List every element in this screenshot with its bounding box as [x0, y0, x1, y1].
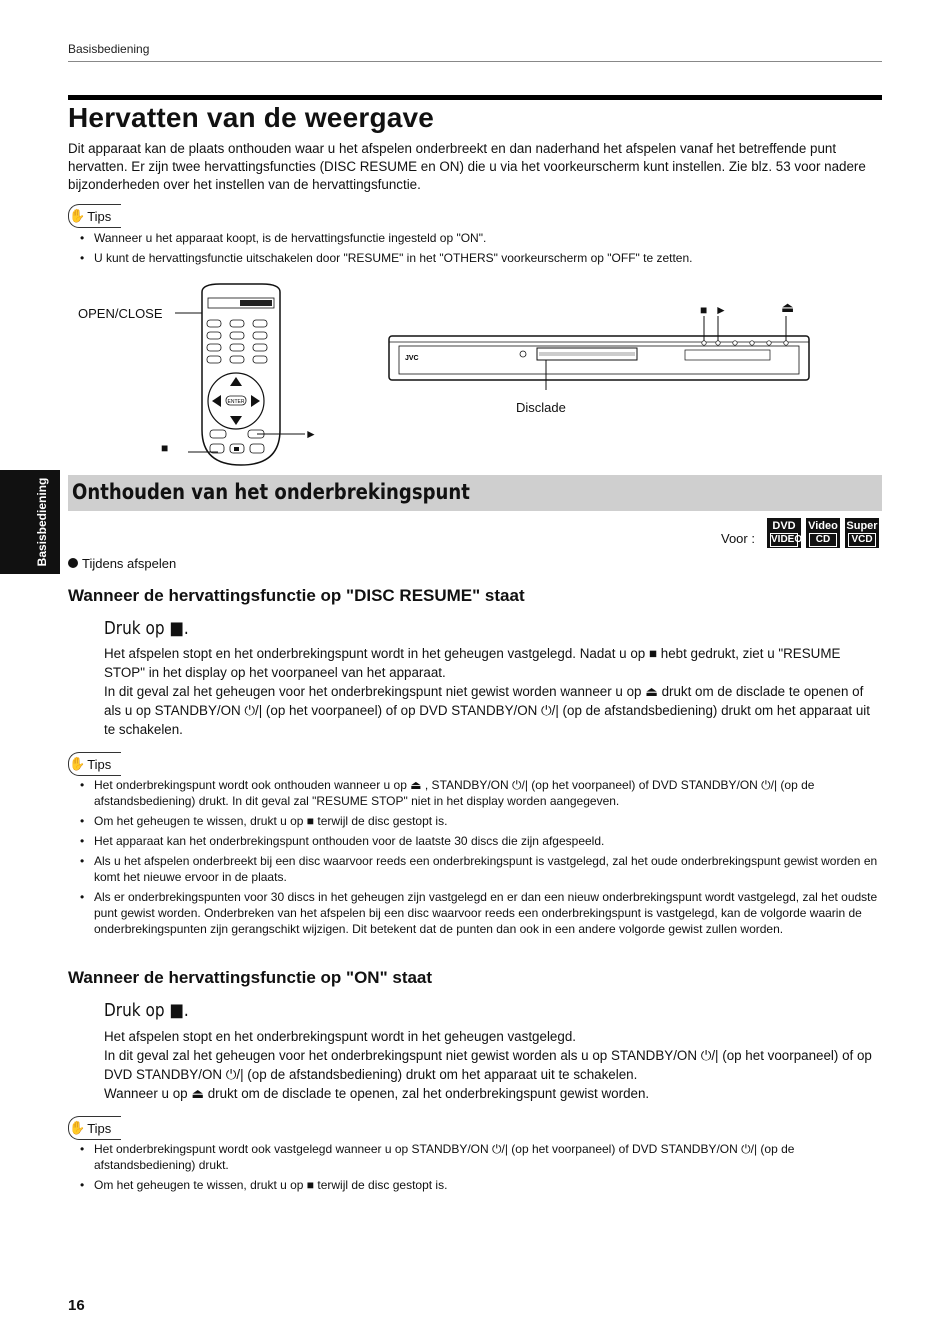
- brand-label: JVC: [405, 355, 419, 362]
- tips-list-3: [68, 1141, 882, 1197]
- remote-control-illustration: [150, 280, 330, 470]
- play-icon: ►: [305, 427, 317, 441]
- disc-resume-step: Druk op ■.: [104, 618, 189, 639]
- list-item: • Het apparaat kan het onderbrekingspunt onthouden voor de laatste 30 discs die zijn afgespeeld.: [68, 833, 882, 849]
- list-item: • Wanneer u het apparaat koopt, is de hervattingsfunctie ingesteld op "ON".: [68, 230, 882, 246]
- super-vcd-badge: Super VCD: [845, 518, 879, 548]
- tips-list-2: [68, 777, 882, 941]
- hand-icon: ✋: [69, 208, 86, 223]
- on-mode-para-1: Het afspelen stopt en het onderbrekingspunt wordt in het geheugen vastgelegd.: [104, 1029, 576, 1044]
- hand-icon: ✋: [69, 1120, 86, 1135]
- title-bar: [68, 95, 882, 100]
- running-head: Basisbediening: [68, 42, 150, 56]
- disclade-label: Disclade: [516, 400, 566, 415]
- tips-badge-2: ✋ Tips: [68, 752, 121, 776]
- tips-badge-3: ✋ Tips: [68, 1116, 121, 1140]
- list-item: • Om het geheugen te wissen, drukt u op ■ terwijl de disc gestopt is.: [68, 1177, 882, 1193]
- during-playback-label: Tijdens afspelen: [82, 556, 177, 571]
- section-title: Onthouden van het onderbrekingspunt: [72, 480, 470, 504]
- eject-icon: ⏏: [781, 300, 795, 316]
- hand-icon: ✋: [69, 756, 86, 771]
- tips-badge-1: ✋ Tips: [68, 204, 121, 228]
- video-cd-badge: Video CD: [806, 518, 840, 548]
- on-mode-heading: Wanneer de hervattingsfunctie op "ON" staat: [68, 968, 433, 987]
- on-mode-para-3: Wanneer u op ⏏ drukt om de disclade te openen, zal het onderbrekingspunt gewist worden.: [104, 1086, 650, 1101]
- voor-label: Voor :: [721, 531, 755, 546]
- stop-icon: ■: [700, 303, 708, 317]
- on-mode-step: Druk op ■.: [104, 1000, 189, 1021]
- page-number: 16: [68, 1297, 85, 1314]
- list-item: • Als u het afspelen onderbreekt bij een disc waarvoor reeds een onderbrekingspunt is vastgelegd, zal het oude onderbrekingspunt gewist worden en komt het nieuwe ervoor in de plaats.: [68, 853, 882, 885]
- list-item: • U kunt de hervattingsfunctie uitschakelen door "RESUME" in het "OTHERS" voorkeurscherm op "OFF" te zetten.: [68, 250, 882, 266]
- play-icon: ►: [715, 303, 727, 317]
- disc-resume-para-1: Het afspelen stopt en het onderbrekingspunt wordt in het geheugen vastgelegd. Nadat u op ■ hebt gedrukt, ziet u "RESUME STOP" in het display op het voorpaneel van het apparaat.: [104, 646, 841, 680]
- on-mode-para-2: In dit geval zal het geheugen voor het onderbrekingspunt niet gewist worden als u op STANDBY/ON ⏻/| (op het voorpaneel) of op DVD STANDBY/ON ⏻/| (op de afstandsbediening) drukt om het apparaat uit te schakelen.: [104, 1048, 872, 1082]
- open-close-label: OPEN/CLOSE: [78, 306, 163, 321]
- page-title: Hervatten van de weergave: [68, 102, 435, 133]
- intro-paragraph: Dit apparaat kan de plaats onthouden waar u het afspelen onderbreekt en dan naderhand het afspelen vanaf het betreffende punt hervatten. Er zijn twee hervattingsfuncties (DISC RESUME en ON) die u via het voorkeurscherm kunt instellen. Zie blz. 53 voor nadere bijzonderheden over het instellen van de hervattingsfunctie.: [68, 141, 866, 192]
- stop-icon: ■: [161, 441, 169, 455]
- side-tab-label: Basisbediening: [35, 477, 49, 567]
- list-item: • Als er onderbrekingspunten voor 30 discs in het geheugen zijn vastgelegd en er dan een nieuw onderbrekingspunt wordt vastgelegd, zal het oudste punt gewist worden. Onderbreken van het afspelen bij een disc waarvoor reeds een onderbrekingspunt is vastgelegd, kan de volgorde waarin de onderbrekingspunten zijn gerangschikt wijzigen. Dit betekent dat de punten dan ook in een andere volgorde gewist zullen worden.: [68, 889, 882, 937]
- header-rule: [68, 61, 882, 62]
- tips-list-1: [68, 230, 882, 270]
- section-header: [68, 475, 882, 511]
- enter-label: ENTER: [227, 399, 245, 405]
- list-item: • Het onderbrekingspunt wordt ook onthouden wanneer u op ⏏ , STANDBY/ON ⏻/| (op het voorpaneel) of DVD STANDBY/ON ⏻/| (op de afstandsbediening) drukt. In dit geval zal "RESUME STOP" niet in het display worden aangegeven.: [68, 777, 882, 809]
- dvd-player-illustration: [385, 310, 815, 390]
- side-tab: [0, 470, 60, 574]
- list-item: • Het onderbrekingspunt wordt ook vastgelegd wanneer u op STANDBY/ON ⏻/| (op het voorpaneel) of DVD STANDBY/ON ⏻/| (op de afstandsbediening) drukt.: [68, 1141, 882, 1173]
- list-item: • Om het geheugen te wissen, drukt u op ■ terwijl de disc gestopt is.: [68, 813, 882, 829]
- bullet-dot: [68, 558, 78, 568]
- dvd-video-badge: DVD VIDEO: [767, 518, 801, 548]
- disc-resume-heading: Wanneer de hervattingsfunctie op "DISC RESUME" staat: [68, 586, 525, 605]
- disc-resume-para-2: In dit geval zal het geheugen voor het onderbrekingspunt niet gewist worden wanneer u op ⏏ drukt om de disclade te openen of als u op STANDBY/ON ⏻/| (op het voorpaneel) of op DVD STANDBY/ON ⏻/| (op de afstandsbediening) drukt om het apparaat uit te schakelen.: [104, 684, 870, 737]
